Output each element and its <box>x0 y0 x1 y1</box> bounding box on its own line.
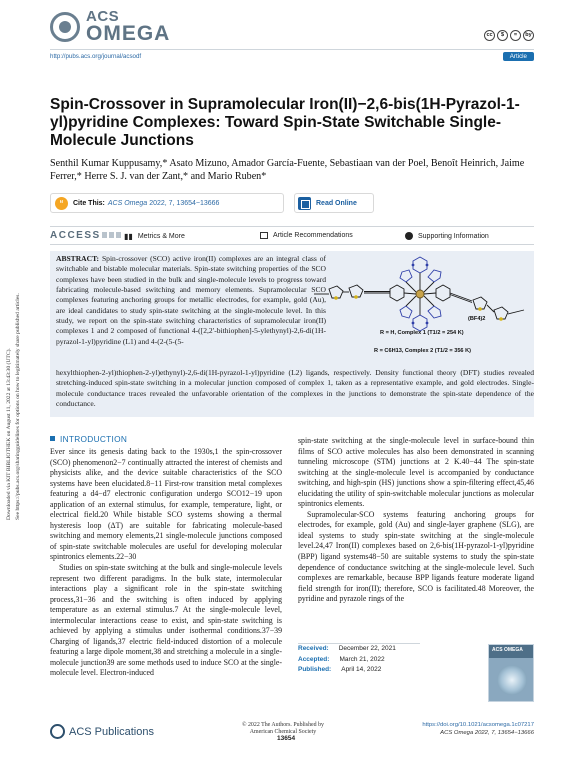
header-divider <box>50 49 534 50</box>
published-label: Published: <box>298 666 332 673</box>
intro-paragraph-3: spin-state switching at the single-molecule level in surface-bound thin films of SCO active molecules has also been demonstrated in scanning tunneling microscope (STM) junctions at 2 K.40−44 The spin-state switching at the single-molecule level is accompanied by conductance switching, and high-spin (HS) junctions show a spin-filtering effect,45,46 elucidating the utility of spin-switchable molecular junctions as molecular spintronics elements. <box>298 436 534 509</box>
cite-volume[interactable]: 2022, 7, 13654−13666 <box>149 199 220 207</box>
journal-logo[interactable] <box>50 10 170 43</box>
section-heading-introduction <box>50 434 127 444</box>
cc-icon: cc <box>484 30 495 41</box>
copyright-line-2: American Chemical Society <box>249 729 317 735</box>
complex-2-label: R = C6H13, Complex 2 (T1/2 = 356 K) <box>374 348 471 354</box>
access-dots <box>102 232 121 238</box>
received-date: December 22, 2021 <box>338 645 396 652</box>
attribution-icon: by <box>523 30 534 41</box>
supporting-info-link[interactable] <box>405 232 489 240</box>
read-online-label: Read Online <box>316 199 357 207</box>
recommendations-icon <box>260 232 268 239</box>
accepted-label: Accepted: <box>298 655 330 663</box>
article-type-badge: Article <box>503 52 534 61</box>
copyright-line-1: © 2022 The Authors. Published by <box>242 722 324 728</box>
acs-logo-icon <box>50 12 80 42</box>
logo-acs-text: ACS <box>86 8 120 25</box>
abstract-body-narrow: Spin-crossover (SCO) active iron(II) complexes are an integral class of switchable and bistable molecular materials. Spin-state switching properties of the SCO complexes have been studied in the bulk and single-molecule levels to progress toward fabricating molecule-based switching and memory elements. Supramolecular SCO complexes featuring anchoring groups for metallic electrodes, for example, gold (Au), are ideal candidates to study spin-state switching at the single-molecule level. In this study, we report on the spin-state switching characteristics of supramolecular iron(II) complexes 1 and 2 composed of functional 4-([2,2′-bithiophen]-5-ylethynyl)-2,6-di(1H-pyrazol-1-yl)pyridine (L1) and 4-(2-(5-(5- <box>56 254 326 346</box>
author-list[interactable]: Senthil Kumar Kuppusamy,* Asato Mizuno, Amador García-Fuente, Sebastiaan van der Poel, Benoît Heinrich, Jaime Ferrer,* Herre S. J. van der Zant,* and Mario Ruben* <box>50 158 525 182</box>
cover-title: ACS OMEGA <box>492 647 523 653</box>
recommendations-label: Article Recommendations <box>273 232 353 239</box>
metrics-link[interactable] <box>124 232 185 241</box>
intro-paragraph-1: Ever since its genesis dating back to the 1930s,1 the spin-crossover (SCO) phenomenon2−7 continually attracted the interest of chemists and physicists alike, and the device suitable characteristics of the SCO systems have been elucidated.8−11 First-row transition metal complexes featuring a d4−d7 electronic configuration undergo SCO12−19 upon application of an external stimulus, for example, temperature, light, or electrical field.20 While bistable SCO systems showing a thermal hysteresis loop (ΔT) are suitable for fabricating molecule-based switching and memory elements,21 single-molecule junctions composed of spin-state switchable molecules are useful for developing molecular spintronics elements.22−30 <box>50 447 282 562</box>
accepted-date: March 21, 2022 <box>339 655 385 663</box>
noderivatives-icon: = <box>510 30 521 41</box>
journal-url-link[interactable]: http://pubs.acs.org/journal/acsodf <box>50 53 142 60</box>
intro-paragraph-4: Supramolecular-SCO systems featuring anchoring groups for electrodes, for example, gold (Au) and single-layer graphene (SLG), are ideal systems to study spin-state switching at the single-molecule level.24,47 Iron(II) complexes based on 2,6-bis(1H-pyrazol-1-yl)pyridine (BPP) ligand systems48−50 are suitable systems to study the spin-state dependence of conductance switching at the single-molecule level. Such complexes are remarkable, because BPP ligands feature moderate ligand field strength for iron(II); therefore, SCO is facilitated.48 Moreover, the pyridine and pyrazole rings of the <box>298 509 534 604</box>
supporting-info-label: Supporting Information <box>418 232 489 240</box>
publication-dates <box>298 644 396 676</box>
anion-label: (BF4)2 <box>468 316 486 322</box>
received-label: Received: <box>298 645 329 652</box>
doi-link[interactable]: https://doi.org/10.1021/acsomega.1c07217 <box>422 722 534 728</box>
publisher-name: ACS Publications <box>69 725 154 738</box>
recommendations-link[interactable] <box>260 232 353 239</box>
abstract-lead: ABSTRACT: <box>56 254 100 263</box>
intro-paragraph-2: Studies on spin-state switching at the bulk and single-molecule levels represent two different paradigms. In the bulk state, intermolecular interactions play a significant role in the spin-state switching process,31−36 and the switching is often induced by applying temperature as an external stimulus.7 At the single-molecule level, intermolecular interactions cease to exist, and spin-state switching is achieved by applying a stimulus under isothermal conditions.37−39 Charging of ligands,37 electric field-induced distortion of a molecule featuring a large dipole moment,38 and stretching a molecule in a single-molecule junction39 are some methods used to induce SCO at the single-molecule level. Electron-induced <box>50 563 282 678</box>
metrics-label: Metrics & More <box>137 233 185 240</box>
page-number: 13654 <box>277 735 296 742</box>
toc-graphic <box>302 256 530 368</box>
cover-art <box>497 665 527 695</box>
complex-1-label: R = H, Complex 1 (T1/2 = 254 K) <box>380 330 464 336</box>
journal-cover-thumbnail[interactable] <box>488 644 534 702</box>
abstract-body-wide: hexylthiophen-2-yl)thiophen-2-yl)ethynyl)-2,6-di(1H-pyrazol-1-yl)pyridine (L2) ligands, respectively. Density functional theory (DFT) studies revealed stretching-induced spin-state switching in a molecular junction composed of complex 1, taken as a representative example, and gold electrodes. Single-molecule conductance traces revealed the unfavorable orientation of the complexes in the junctions to demonstrate the spin-state dependence of the conductance. <box>56 368 534 409</box>
logo-omega-text: OMEGA <box>86 21 171 45</box>
published-date: April 14, 2022 <box>341 666 382 673</box>
metrics-icon: ▮▮ <box>124 232 133 241</box>
cite-label: Cite This: <box>73 199 105 207</box>
access-bar <box>50 226 534 245</box>
copyright-notice <box>130 722 436 736</box>
footer-citation-text: ACS Omega 2022, 7, 13654−13666 <box>440 729 534 736</box>
noncommercial-icon: $ <box>497 30 508 41</box>
supporting-info-icon <box>405 232 413 240</box>
read-online-icon <box>298 197 311 210</box>
section-title: INTRODUCTION <box>60 434 128 444</box>
cite-this-box[interactable] <box>50 193 284 213</box>
acs-publications-icon <box>50 724 65 739</box>
article-title: Spin-Crossover in Supramolecular Iron(II)−2,6-bis(1H-Pyrazol-1-yl)pyridine Complexes: Toward Spin-State Switchable Single-Molecule Junctions <box>50 96 520 149</box>
download-note: Downloaded via KIT BIBLIOTHEK on August 11, 2022 at 13:43:30 (UTC). <box>6 348 12 520</box>
cite-quote-icon: “ <box>55 197 68 210</box>
body-column-left <box>50 447 282 679</box>
read-online-button[interactable] <box>294 193 374 213</box>
footer-citation <box>422 722 534 737</box>
body-column-right <box>298 436 534 605</box>
abstract-text <box>56 254 326 347</box>
sharing-guidelines-note: See https://pubs.acs.org/sharingguidelines for options on how to legitimately share published articles. <box>15 293 21 520</box>
license-icons[interactable] <box>484 30 534 41</box>
cite-journal[interactable]: ACS Omega <box>107 199 148 207</box>
access-label: ACCESS <box>50 230 101 241</box>
